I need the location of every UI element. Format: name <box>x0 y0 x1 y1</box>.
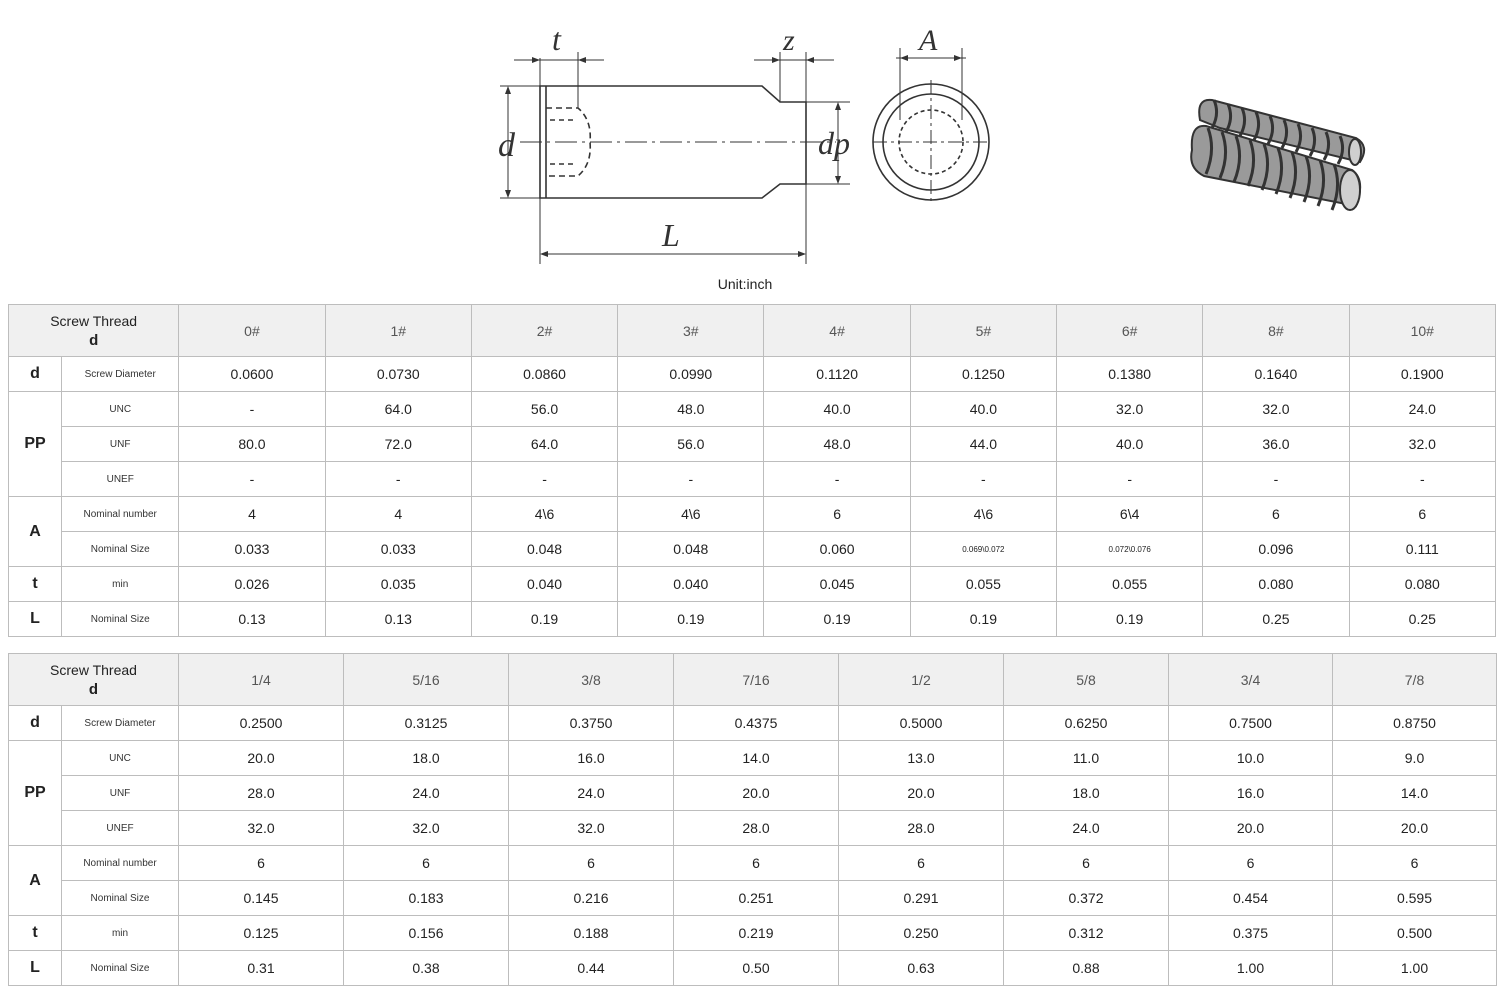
cell: 40.0 <box>1057 427 1203 462</box>
table-row-unc <box>9 392 1496 427</box>
cell: 0.19 <box>618 602 764 637</box>
cell: 18.0 <box>1004 776 1169 811</box>
table-row-l <box>9 951 1497 986</box>
column-header: 1# <box>325 305 471 357</box>
cell: 0.50 <box>674 951 839 986</box>
cell: 0.1120 <box>764 357 910 392</box>
cell: 44.0 <box>910 427 1056 462</box>
sub-label: min <box>62 567 179 602</box>
table-row-a-number <box>9 846 1497 881</box>
cell: 48.0 <box>764 427 910 462</box>
corner-line1: Screw Thread <box>50 312 138 329</box>
group-label-t: t <box>9 567 62 602</box>
cell: 0.2500 <box>179 706 344 741</box>
cell: 0.44 <box>509 951 674 986</box>
column-header: 10# <box>1349 305 1495 357</box>
cell: 0.1250 <box>910 357 1056 392</box>
table-row-d <box>9 357 1496 392</box>
cell: 0.096 <box>1203 532 1349 567</box>
cell: 0.19 <box>1057 602 1203 637</box>
cell: 0.183 <box>344 881 509 916</box>
cell: 0.048 <box>618 532 764 567</box>
spec-table-large-sizes <box>8 653 1497 986</box>
cell: 0.88 <box>1004 951 1169 986</box>
cell: 0.145 <box>179 881 344 916</box>
cell: 0.069\0.072 <box>910 532 1056 567</box>
cell: 4\6 <box>910 497 1056 532</box>
cell: 0.060 <box>764 532 910 567</box>
cell: 0.1380 <box>1057 357 1203 392</box>
corner-line1: Screw Thread <box>50 661 137 678</box>
cell: 4\6 <box>618 497 764 532</box>
cell: 6 <box>1004 846 1169 881</box>
cell: 0.033 <box>325 532 471 567</box>
cell: 0.312 <box>1004 916 1169 951</box>
cell: 6 <box>1169 846 1333 881</box>
cell: 24.0 <box>509 776 674 811</box>
cell: 0.500 <box>1333 916 1497 951</box>
cell: 36.0 <box>1203 427 1349 462</box>
cell: 0.080 <box>1349 567 1495 602</box>
group-label-pp: PP <box>9 392 62 497</box>
cell: 28.0 <box>839 811 1004 846</box>
cell: 4\6 <box>471 497 617 532</box>
cell: 0.0730 <box>325 357 471 392</box>
cell: 32.0 <box>344 811 509 846</box>
cell: 0.372 <box>1004 881 1169 916</box>
cell: 0.8750 <box>1333 706 1497 741</box>
column-header: 6# <box>1057 305 1203 357</box>
cell: 0.19 <box>471 602 617 637</box>
cell: 20.0 <box>1169 811 1333 846</box>
cell: 0.4375 <box>674 706 839 741</box>
cell: 0.072\0.076 <box>1057 532 1203 567</box>
cell: 24.0 <box>1004 811 1169 846</box>
cell: 56.0 <box>471 392 617 427</box>
table-row-unf <box>9 427 1496 462</box>
cell: 0.0990 <box>618 357 764 392</box>
table-row-t <box>9 916 1497 951</box>
table-row-unef <box>9 462 1496 497</box>
cell: - <box>1349 462 1495 497</box>
cell: 9.0 <box>1333 741 1497 776</box>
table-row-unf <box>9 776 1497 811</box>
corner-line2: d <box>88 680 99 698</box>
cell: 0.251 <box>674 881 839 916</box>
cell: 6 <box>674 846 839 881</box>
column-header: 5/16 <box>344 654 509 706</box>
sub-label: UNEF <box>62 462 179 497</box>
cell: 0.595 <box>1333 881 1497 916</box>
dimension-label-l: L <box>662 217 680 253</box>
cell: - <box>618 462 764 497</box>
cell: 14.0 <box>1333 776 1497 811</box>
cell: 48.0 <box>618 392 764 427</box>
table-row-a-size <box>9 881 1497 916</box>
cell: 64.0 <box>325 392 471 427</box>
cell: 0.19 <box>764 602 910 637</box>
cell: 32.0 <box>1203 392 1349 427</box>
cell: 6 <box>1349 497 1495 532</box>
cell: 6 <box>509 846 674 881</box>
sub-label: UNEF <box>62 811 179 846</box>
header-row <box>9 654 1497 706</box>
cell: 40.0 <box>764 392 910 427</box>
cell: 0.055 <box>1057 567 1203 602</box>
cell: 24.0 <box>344 776 509 811</box>
cell: 20.0 <box>1333 811 1497 846</box>
column-header: 8# <box>1203 305 1349 357</box>
cell: 0.5000 <box>839 706 1004 741</box>
cell: 20.0 <box>839 776 1004 811</box>
sub-label: UNC <box>62 741 179 776</box>
cell: 6\4 <box>1057 497 1203 532</box>
column-header: 7/8 <box>1333 654 1497 706</box>
cell: 72.0 <box>325 427 471 462</box>
sub-label: Nominal number <box>62 846 179 881</box>
cell: 32.0 <box>1057 392 1203 427</box>
cell: 0.026 <box>179 567 325 602</box>
cell: 16.0 <box>509 741 674 776</box>
column-header: 5# <box>910 305 1056 357</box>
sub-label: Screw Diameter <box>62 357 179 392</box>
sub-label: UNC <box>62 392 179 427</box>
cell: 0.63 <box>839 951 1004 986</box>
cell: 0.13 <box>179 602 325 637</box>
cell: 6 <box>1203 497 1349 532</box>
column-header: 0# <box>179 305 325 357</box>
cell: 64.0 <box>471 427 617 462</box>
table-row-unef <box>9 811 1497 846</box>
cell: 0.111 <box>1349 532 1495 567</box>
cell: 0.13 <box>325 602 471 637</box>
sub-label: Screw Diameter <box>62 706 179 741</box>
group-label-a: A <box>9 497 62 567</box>
cell: 0.3750 <box>509 706 674 741</box>
cell: - <box>1203 462 1349 497</box>
cell: 0.31 <box>179 951 344 986</box>
sub-label: Nominal number <box>62 497 179 532</box>
cell: 10.0 <box>1169 741 1333 776</box>
table-row-l <box>9 602 1496 637</box>
column-header: 5/8 <box>1004 654 1169 706</box>
cell: 6 <box>344 846 509 881</box>
cell: 0.156 <box>344 916 509 951</box>
cell: 1.00 <box>1169 951 1333 986</box>
table-row-a-number <box>9 497 1496 532</box>
cell: - <box>471 462 617 497</box>
table-row-unc <box>9 741 1497 776</box>
sub-label: Nominal Size <box>62 532 179 567</box>
cell: 0.0600 <box>179 357 325 392</box>
spec-table-small-sizes <box>8 304 1496 637</box>
dimension-label-dp: dp <box>818 125 850 161</box>
column-header: 1/4 <box>179 654 344 706</box>
header-corner <box>9 654 179 706</box>
cell: 80.0 <box>179 427 325 462</box>
dimension-label-a: A <box>919 24 938 57</box>
cell: - <box>325 462 471 497</box>
cell: 0.219 <box>674 916 839 951</box>
unit-label: Unit:inch <box>717 276 773 292</box>
cell: 28.0 <box>179 776 344 811</box>
group-label-d: d <box>9 357 62 392</box>
header-corner <box>9 305 179 357</box>
sub-label: Nominal Size <box>62 602 179 637</box>
cell: 0.6250 <box>1004 706 1169 741</box>
cell: 0.1640 <box>1203 357 1349 392</box>
dimension-label-t: t <box>552 21 561 57</box>
table-row-d <box>9 706 1497 741</box>
cell: - <box>179 392 325 427</box>
cell: 0.216 <box>509 881 674 916</box>
sub-label: min <box>62 916 179 951</box>
dimension-label-z: z <box>783 24 795 57</box>
dimension-label-d: d <box>498 127 515 164</box>
cell: 32.0 <box>1349 427 1495 462</box>
column-header: 1/2 <box>839 654 1004 706</box>
cell: 0.38 <box>344 951 509 986</box>
cell: 0.188 <box>509 916 674 951</box>
cell: 18.0 <box>344 741 509 776</box>
cell: 14.0 <box>674 741 839 776</box>
table-row-t <box>9 567 1496 602</box>
group-label-t: t <box>9 916 62 951</box>
cell: 0.080 <box>1203 567 1349 602</box>
cell: 0.3125 <box>344 706 509 741</box>
cell: 6 <box>1333 846 1497 881</box>
cell: 0.250 <box>839 916 1004 951</box>
cell: 32.0 <box>509 811 674 846</box>
sub-label: Nominal Size <box>62 951 179 986</box>
cell: 0.291 <box>839 881 1004 916</box>
group-label-pp: PP <box>9 741 62 846</box>
cell: 0.1900 <box>1349 357 1495 392</box>
header-row <box>9 305 1496 357</box>
cell: - <box>910 462 1056 497</box>
cell: 20.0 <box>179 741 344 776</box>
cell: 0.033 <box>179 532 325 567</box>
table-row-a-size <box>9 532 1496 567</box>
cell: 20.0 <box>674 776 839 811</box>
cell: - <box>764 462 910 497</box>
cell: 56.0 <box>618 427 764 462</box>
screw-technical-drawing <box>0 0 1498 300</box>
cell: 16.0 <box>1169 776 1333 811</box>
cell: 11.0 <box>1004 741 1169 776</box>
column-header: 3/8 <box>509 654 674 706</box>
sub-label: UNF <box>62 776 179 811</box>
column-header: 3# <box>618 305 764 357</box>
cell: 0.045 <box>764 567 910 602</box>
cell: 0.125 <box>179 916 344 951</box>
cell: 32.0 <box>179 811 344 846</box>
cell: 13.0 <box>839 741 1004 776</box>
column-header: 2# <box>471 305 617 357</box>
cell: 4 <box>325 497 471 532</box>
cell: 0.375 <box>1169 916 1333 951</box>
group-label-l: L <box>9 951 62 986</box>
cell: 0.040 <box>618 567 764 602</box>
sub-label: UNF <box>62 427 179 462</box>
group-label-a: A <box>9 846 62 916</box>
cell: - <box>179 462 325 497</box>
cell: 0.040 <box>471 567 617 602</box>
cell: 24.0 <box>1349 392 1495 427</box>
cell: 0.25 <box>1203 602 1349 637</box>
cell: 4 <box>179 497 325 532</box>
cell: 28.0 <box>674 811 839 846</box>
cell: 6 <box>839 846 1004 881</box>
cell: 0.19 <box>910 602 1056 637</box>
cell: 1.00 <box>1333 951 1497 986</box>
cell: 0.0860 <box>471 357 617 392</box>
group-label-d: d <box>9 706 62 741</box>
cell: - <box>1057 462 1203 497</box>
sub-label: Nominal Size <box>62 881 179 916</box>
corner-line2: d <box>89 331 99 349</box>
cell: 40.0 <box>910 392 1056 427</box>
cell: 0.055 <box>910 567 1056 602</box>
cell: 0.035 <box>325 567 471 602</box>
cell: 0.454 <box>1169 881 1333 916</box>
column-header: 7/16 <box>674 654 839 706</box>
cell: 6 <box>179 846 344 881</box>
cell: 0.7500 <box>1169 706 1333 741</box>
column-header: 4# <box>764 305 910 357</box>
cell: 0.25 <box>1349 602 1495 637</box>
cell: 6 <box>764 497 910 532</box>
group-label-l: L <box>9 602 62 637</box>
column-header: 3/4 <box>1169 654 1333 706</box>
cell: 0.048 <box>471 532 617 567</box>
set-screw-illustration <box>1191 100 1364 210</box>
